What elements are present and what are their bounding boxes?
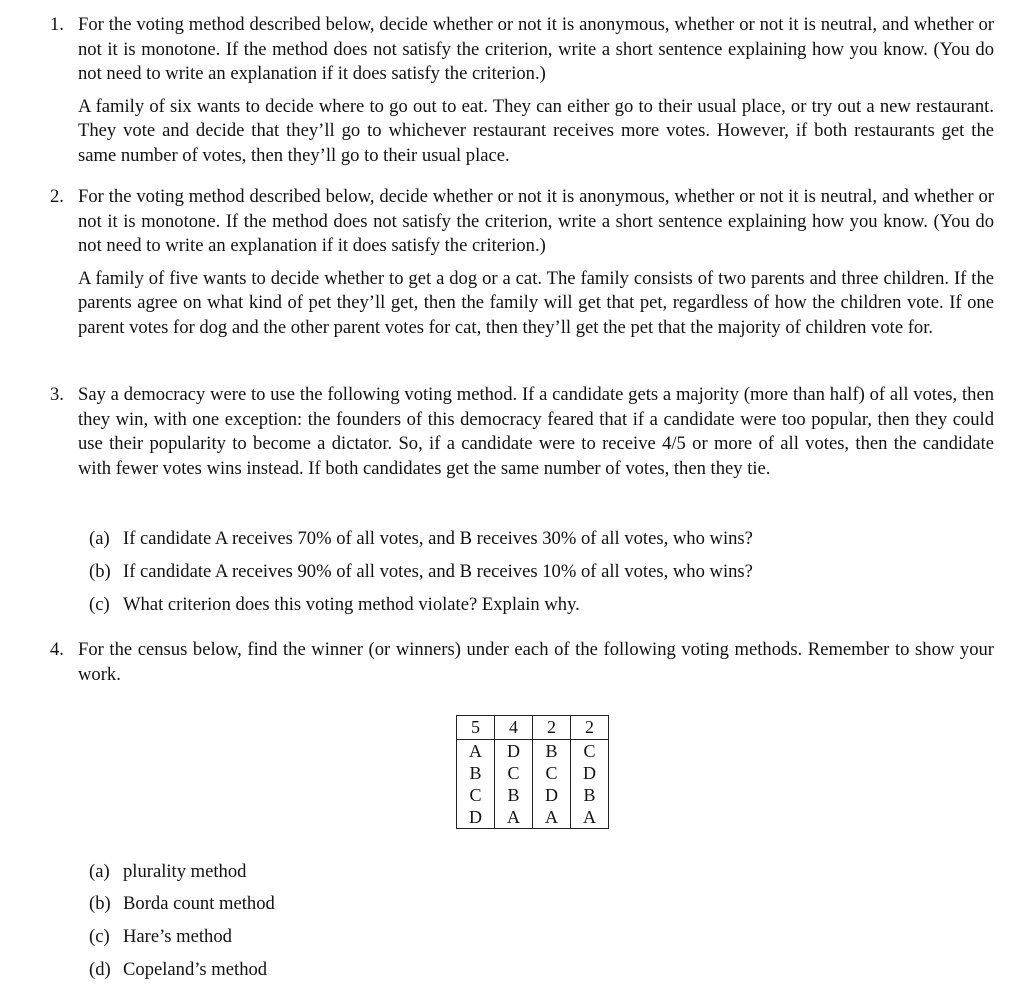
problem-scenario: A family of five wants to decide whether to get a dog or a cat. The family consists of two parents and three children. If the parents agree on what kind of pet they’ll get, then the family will get that pet, regardless of how the children vote. If one parent votes for dog and the other parent votes for cat, then they’ll get the pet that the majority of children vote for. (78, 267, 994, 338)
part-text: Copeland’s method (123, 959, 268, 980)
problem-number: 1. (50, 14, 64, 35)
part-label: (c) (89, 594, 110, 615)
problem-instructions: For the voting method described below, decide whether or not it is anonymous, whether or not it is neutral, and whether or not it is monotone. If the method does not satisfy the criterion, write a short sentence explaining how you know. (You do not need to write an explanation if it does satisfy the criterion.) (78, 186, 994, 257)
problem-3-part-b (89, 560, 969, 585)
census-cell: B (571, 784, 609, 806)
problem-statement: Say a democracy were to use the following voting method. If a candidate gets a majority (more than half) of all votes, then they win, with one exception: the founders of this democracy feared that if a candidate were too popular, then they could use their popularity to become a dictator. So, if a candidate were to receive 4/5 or more of all votes, then the candidate with fewer votes wins instead. If both candidates get the same number of votes, then they tie. (78, 384, 994, 479)
census-count: 5 (457, 716, 495, 740)
census-cell: A (571, 806, 609, 829)
problem-2 (50, 185, 994, 341)
problem-4-part-c (89, 925, 969, 950)
part-label: (c) (89, 926, 110, 947)
census-cell: D (457, 806, 495, 829)
problem-4-part-a (89, 860, 969, 885)
problem-number: 2. (50, 186, 64, 207)
census-cell: A (457, 740, 495, 763)
part-text: Hare’s method (123, 926, 232, 947)
part-text: If candidate A receives 90% of all votes, and B receives 10% of all votes, who wins? (123, 561, 753, 582)
census-cell: C (457, 784, 495, 806)
census-count: 2 (571, 716, 609, 740)
census-cell: D (533, 784, 571, 806)
part-text: What criterion does this voting method violate? Explain why. (123, 594, 580, 615)
census-cell: B (457, 762, 495, 784)
problem-number: 3. (50, 384, 64, 405)
part-text: If candidate A receives 70% of all votes, and B receives 30% of all votes, who wins? (123, 528, 753, 549)
part-label: (b) (89, 893, 111, 914)
census-cell: B (495, 784, 533, 806)
part-label: (a) (89, 861, 110, 882)
census-cell: D (571, 762, 609, 784)
census-cell: A (533, 806, 571, 829)
part-text: plurality method (123, 861, 247, 882)
problem-4 (50, 638, 994, 687)
problem-instructions: For the voting method described below, decide whether or not it is anonymous, whether or not it is neutral, and whether or not it is monotone. If the method does not satisfy the criterion, write a short sentence explaining how you know. (You do not need to write an explanation if it does satisfy the criterion.) (78, 14, 994, 85)
census-cell: B (533, 740, 571, 763)
part-text: Borda count method (123, 893, 275, 914)
problem-3-part-c (89, 593, 969, 618)
census-rank-row (457, 740, 609, 763)
census-cell: A (495, 806, 533, 829)
problem-1 (50, 13, 994, 169)
census-rank-row (457, 762, 609, 784)
census-table (456, 715, 609, 829)
census-cell: C (533, 762, 571, 784)
problem-4-part-d (89, 958, 969, 983)
problem-statement: For the census below, find the winner (or winners) under each of the following voting methods. Remember to show your work. (78, 639, 994, 685)
problem-3-part-a (89, 527, 969, 552)
census-counts-row (457, 716, 609, 740)
census-cell: C (495, 762, 533, 784)
census-cell: D (495, 740, 533, 763)
census-count: 2 (533, 716, 571, 740)
part-label: (a) (89, 528, 110, 549)
problem-3 (50, 383, 994, 481)
problem-4-part-b (89, 892, 969, 917)
problem-number: 4. (50, 639, 64, 660)
census-rank-row (457, 806, 609, 829)
census-cell: C (571, 740, 609, 763)
problem-scenario: A family of six wants to decide where to go out to eat. They can either go to their usual place, or try out a new restaurant. They vote and decide that they’ll go to whichever restaurant receives more votes. However, if both restaurants get the same number of votes, then they’ll go to their usual place. (78, 95, 994, 166)
census-rank-row (457, 784, 609, 806)
part-label: (b) (89, 561, 111, 582)
census-count: 4 (495, 716, 533, 740)
part-label: (d) (89, 959, 111, 980)
